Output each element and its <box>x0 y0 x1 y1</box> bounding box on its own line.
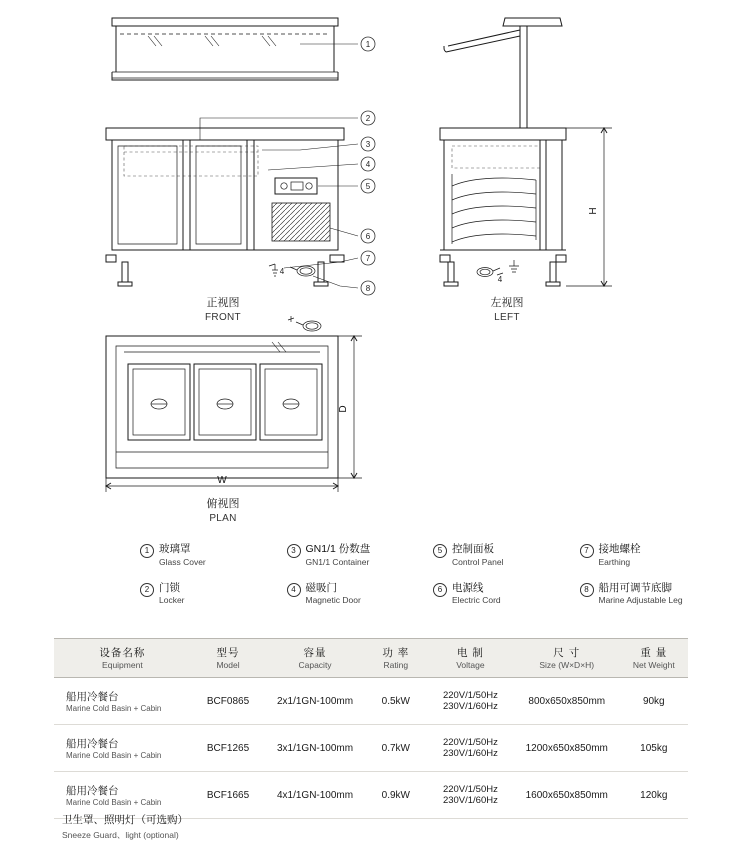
optional-footnote-en: Sneeze Guard、light (optional) <box>62 830 179 840</box>
svg-text:7: 7 <box>365 254 371 263</box>
svg-text:6: 6 <box>365 232 371 241</box>
legend-label-cn: 玻璃罩 <box>159 543 191 555</box>
cell-voltage-60hz: 230V/1/60Hz <box>442 748 498 759</box>
legend-number-icon: 2 <box>140 583 154 597</box>
cell-equipment-en: Marine Cold Basin + Cabin <box>66 704 162 713</box>
cell-equipment <box>54 678 191 725</box>
svg-text:8: 8 <box>365 284 371 293</box>
legend <box>140 543 720 606</box>
legend-label-cn: 门锁 <box>159 581 180 594</box>
column-header-en: Equipment <box>102 660 143 670</box>
svg-text:5: 5 <box>365 182 371 191</box>
legend-label-cn: 接地螺栓 <box>598 543 641 555</box>
height-dimension-label: H <box>588 207 599 215</box>
legend-label-en: Glass Cover <box>159 556 206 567</box>
cell-model: BCF1265 <box>191 725 266 772</box>
cell-voltage-50hz: 220V/1/50Hz <box>442 737 498 748</box>
column-header-cn: 容量 <box>303 647 327 659</box>
legend-item-8 <box>580 582 721 607</box>
cell-weight: 120kg <box>620 772 688 819</box>
column-header-cn: 尺 寸 <box>553 647 581 659</box>
column-header-size <box>514 639 620 678</box>
legend-item-6 <box>433 582 574 607</box>
cell-voltage <box>427 725 514 772</box>
legend-number-icon: 7 <box>580 544 594 558</box>
legend-number-icon: 8 <box>580 583 594 597</box>
legend-number-icon: 1 <box>140 544 154 558</box>
legend-item-1 <box>140 543 281 568</box>
depth-dimension-label: D <box>338 405 349 413</box>
left-view-caption-cn: 左视图 <box>490 297 524 309</box>
optional-footnote <box>62 812 188 841</box>
cell-voltage <box>427 678 514 725</box>
svg-text:4: 4 <box>497 275 503 284</box>
cell-voltage-50hz: 220V/1/50Hz <box>442 690 498 701</box>
callout-7 <box>361 251 375 265</box>
callout-1 <box>361 37 375 51</box>
callout-4 <box>361 157 375 171</box>
front-view-caption-en: FRONT <box>205 311 241 323</box>
cell-equipment-en: Marine Cold Basin + Cabin <box>66 798 162 807</box>
cell-equipment-cn: 船用冷餐台 <box>66 785 119 797</box>
legend-number-icon: 5 <box>433 544 447 558</box>
cell-rating: 0.7kW <box>365 725 427 772</box>
cell-weight: 105kg <box>620 725 688 772</box>
legend-label-en: GN1/1 Container <box>305 556 370 567</box>
legend-label-en: Electric Cord <box>452 595 501 606</box>
front-view-caption-cn: 正视图 <box>206 297 240 309</box>
svg-text:2: 2 <box>365 114 371 123</box>
legend-number-icon: 6 <box>433 583 447 597</box>
column-header-capacity <box>265 639 364 678</box>
column-header-en: Capacity <box>298 660 332 670</box>
svg-text:4: 4 <box>279 267 285 276</box>
width-dimension-label: W <box>217 475 227 486</box>
table-row <box>54 725 688 772</box>
callout-8 <box>361 281 375 295</box>
legend-label-en: Magnetic Door <box>305 595 361 606</box>
legend-number-icon: 3 <box>287 544 301 558</box>
cell-equipment-cn: 船用冷餐台 <box>66 691 119 703</box>
cell-model: BCF0865 <box>191 678 266 725</box>
callout-3 <box>361 137 375 151</box>
legend-label-cn: 船用可调节底脚 <box>598 581 672 594</box>
cell-voltage-60hz: 230V/1/60Hz <box>442 701 498 712</box>
power-cord-front <box>290 266 315 276</box>
cell-capacity: 4x1/1GN-100mm <box>265 772 364 819</box>
column-header-rating <box>365 639 427 678</box>
cell-model: BCF1665 <box>191 772 266 819</box>
left-view-drawing <box>440 18 612 286</box>
legend-label-en: Earthing <box>598 556 631 567</box>
plan-view-drawing <box>106 316 362 492</box>
cell-rating: 0.5kW <box>365 678 427 725</box>
cell-capacity: 2x1/1GN-100mm <box>265 678 364 725</box>
cell-voltage-50hz: 220V/1/50Hz <box>442 784 498 795</box>
svg-text:1: 1 <box>365 40 371 49</box>
front-view-drawing <box>106 18 375 295</box>
column-header-cn: 重 量 <box>640 647 668 659</box>
column-header-equipment <box>54 639 191 678</box>
cell-equipment-en: Marine Cold Basin + Cabin <box>66 751 162 760</box>
cell-size: 1600x650x850mm <box>514 772 620 819</box>
column-header-cn: 型号 <box>216 647 240 659</box>
cell-equipment <box>54 725 191 772</box>
legend-label-en: Marine Adjustable Leg <box>598 595 683 606</box>
column-header-en: Size (W×D×H) <box>539 660 595 670</box>
plan-view-caption <box>168 497 278 525</box>
column-header-cn: 设备名称 <box>99 647 146 659</box>
legend-item-7 <box>580 543 721 568</box>
left-view-caption <box>452 296 562 324</box>
svg-text:3: 3 <box>365 140 371 149</box>
cell-size: 1200x650x850mm <box>514 725 620 772</box>
table-row <box>54 678 688 725</box>
front-view-caption <box>168 296 278 324</box>
legend-label-cn: GN1/1 份数盘 <box>305 543 371 555</box>
plan-view-caption-cn: 俯视图 <box>206 498 240 510</box>
column-header-cn: 电 制 <box>456 647 484 659</box>
column-header-en: Net Weight <box>632 660 675 670</box>
callout-2 <box>361 111 375 125</box>
cell-weight: 90kg <box>620 678 688 725</box>
legend-label-cn: 电源线 <box>452 581 484 594</box>
legend-label-en: Locker <box>159 595 185 606</box>
legend-item-4 <box>287 582 428 607</box>
earthing-symbol-front <box>269 264 285 276</box>
power-cord-left <box>477 268 500 277</box>
column-header-model <box>191 639 266 678</box>
column-header-en: Voltage <box>456 660 485 670</box>
table-header-row <box>54 639 688 678</box>
cell-equipment-cn: 船用冷餐台 <box>66 738 119 750</box>
legend-label-cn: 控制面板 <box>452 543 494 555</box>
legend-label-en: Control Panel <box>452 556 504 567</box>
left-view-caption-en: LEFT <box>494 311 520 323</box>
power-cord-plan <box>288 316 321 331</box>
callout-6 <box>361 229 375 243</box>
callout-5 <box>361 179 375 193</box>
cell-voltage-60hz: 230V/1/60Hz <box>442 795 498 806</box>
legend-label-cn: 磁吸门 <box>305 581 337 594</box>
legend-number-icon: 4 <box>287 583 301 597</box>
column-header-cn: 功 率 <box>382 647 410 659</box>
cell-rating: 0.9kW <box>365 772 427 819</box>
cell-size: 800x650x850mm <box>514 678 620 725</box>
cell-capacity: 3x1/1GN-100mm <box>265 725 364 772</box>
optional-footnote-cn: 卫生罩、照明灯（可选购） <box>62 814 188 826</box>
column-header-weight <box>620 639 688 678</box>
svg-text:4: 4 <box>365 160 371 169</box>
column-header-en: Model <box>216 660 240 670</box>
earthing-symbol-left <box>497 260 519 284</box>
legend-item-2 <box>140 582 281 607</box>
column-header-en: Rating <box>383 660 409 670</box>
cell-voltage <box>427 772 514 819</box>
specification-table <box>54 638 688 819</box>
plan-view-caption-en: PLAN <box>209 512 237 524</box>
column-header-voltage <box>427 639 514 678</box>
legend-item-3 <box>287 543 428 568</box>
legend-item-5 <box>433 543 574 568</box>
